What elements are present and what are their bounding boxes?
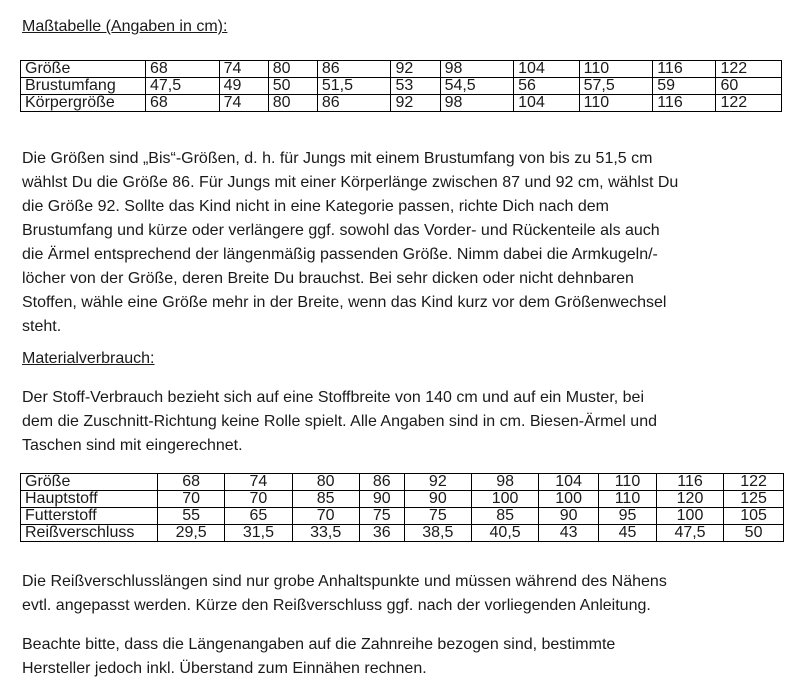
table-cell: 90 [404, 491, 471, 508]
row-label: Futterstoff [21, 508, 158, 525]
table-cell: 104 [514, 95, 579, 112]
table-cell: 70 [158, 491, 225, 508]
table-row [21, 95, 782, 112]
table-cell: 120 [656, 491, 723, 508]
table-cell: 74 [219, 61, 268, 78]
table-cell: 57,5 [579, 78, 653, 95]
table-cell: 74 [219, 95, 268, 112]
size-note-paragraph: Die Größen sind „Bis“-Größen, d. h. für Jungs mit einem Brustumfang von bis zu 51,5 cm wählst Du die Größe 86. Für Jungs mit einer Körperlänge zwischen 87 und 92 cm, wählst Du die Größe 92. Sollte das Kind nicht in eine Kategorie passen, richte Dich nach dem Brustumfang und kürze oder verlängere ggf. sowohl das Vorder- und Rückenteile als auch die Ärmel entsprechend der längenmäßig passenden Größe. Nimm dabei die Armkugeln/- löcher von der Größe, deren Breite Du brauchst. Bei sehr dicken oder nicht dehnbaren Stoffen, wähle eine Größe mehr in der Breite, wenn das Kind kurz vor dem Größenwechsel steht. [22, 150, 679, 335]
table-cell: 70 [292, 508, 359, 525]
row-label: Reißverschluss [21, 525, 158, 542]
table-cell: 116 [656, 474, 723, 491]
table-cell: 110 [599, 491, 657, 508]
row-label: Körpergröße [21, 95, 146, 112]
table-row [21, 525, 784, 542]
table-cell: 98 [440, 61, 514, 78]
table-cell: 56 [514, 78, 579, 95]
table-cell: 50 [268, 78, 317, 95]
table-cell: 75 [404, 508, 471, 525]
table-cell: 47,5 [146, 78, 220, 95]
table-cell: 100 [656, 508, 723, 525]
table-cell: 68 [146, 95, 220, 112]
table-cell: 122 [716, 61, 782, 78]
table-cell: 68 [158, 474, 225, 491]
table-cell: 31,5 [225, 525, 292, 542]
table-cell: 122 [724, 474, 784, 491]
table-cell: 40,5 [471, 525, 538, 542]
table-row [21, 78, 782, 95]
table-cell: 80 [292, 474, 359, 491]
table-cell: 92 [404, 474, 471, 491]
table-cell: 100 [471, 491, 538, 508]
table-cell: 47,5 [656, 525, 723, 542]
table-cell: 29,5 [158, 525, 225, 542]
table-cell: 110 [579, 61, 653, 78]
table-cell: 86 [317, 95, 391, 112]
table-cell: 80 [268, 95, 317, 112]
table-cell: 75 [359, 508, 404, 525]
table-cell: 38,5 [404, 525, 471, 542]
material-table [20, 473, 784, 542]
table-row [21, 491, 784, 508]
table-cell: 53 [391, 78, 440, 95]
table-cell: 104 [514, 61, 579, 78]
row-label: Brustumfang [21, 78, 146, 95]
table-cell: 92 [391, 61, 440, 78]
table-cell: 68 [146, 61, 220, 78]
table-cell: 45 [599, 525, 657, 542]
table-cell: 86 [359, 474, 404, 491]
table-cell: 125 [724, 491, 784, 508]
table-cell: 116 [653, 61, 716, 78]
row-label: Größe [21, 61, 146, 78]
table-cell: 55 [158, 508, 225, 525]
table-cell: 110 [579, 95, 653, 112]
zipper-note-paragraph: Die Reißverschlusslängen sind nur grobe Anhaltspunkte und müssen während des Nähens evtl. angepasst werden. Kürze den Reißverschluss ggf. nach der vorliegenden Anleitung. [22, 573, 667, 614]
table-cell: 116 [653, 95, 716, 112]
table-cell: 70 [225, 491, 292, 508]
table-cell: 95 [599, 508, 657, 525]
size-table-heading: Maßtabelle (Angaben in cm): [22, 18, 228, 35]
table-cell: 65 [225, 508, 292, 525]
size-table [20, 60, 782, 112]
table-cell: 86 [317, 61, 391, 78]
table-cell: 90 [539, 508, 599, 525]
table-row [21, 508, 784, 525]
table-cell: 85 [471, 508, 538, 525]
table-cell: 74 [225, 474, 292, 491]
table-cell: 122 [716, 95, 782, 112]
table-cell: 98 [440, 95, 514, 112]
row-label: Hauptstoff [21, 491, 158, 508]
table-cell: 92 [391, 95, 440, 112]
table-cell: 36 [359, 525, 404, 542]
length-note-paragraph: Beachte bitte, dass die Längenangaben auf die Zahnreihe bezogen sind, bestimmte Hersteller jedoch inkl. Überstand zum Einnähen rechnen. [22, 636, 616, 677]
table-cell: 110 [599, 474, 657, 491]
table-row [21, 61, 782, 78]
table-cell: 60 [716, 78, 782, 95]
table-cell: 85 [292, 491, 359, 508]
table-cell: 50 [724, 525, 784, 542]
table-cell: 49 [219, 78, 268, 95]
table-cell: 104 [539, 474, 599, 491]
table-cell: 98 [471, 474, 538, 491]
table-cell: 105 [724, 508, 784, 525]
table-cell: 54,5 [440, 78, 514, 95]
table-cell: 80 [268, 61, 317, 78]
table-cell: 59 [653, 78, 716, 95]
table-cell: 43 [539, 525, 599, 542]
table-cell: 33,5 [292, 525, 359, 542]
material-heading: Materialverbrauch: [22, 350, 155, 367]
table-cell: 100 [539, 491, 599, 508]
table-row [21, 474, 784, 491]
table-cell: 90 [359, 491, 404, 508]
table-cell: 51,5 [317, 78, 391, 95]
material-intro-paragraph: Der Stoff-Verbrauch bezieht sich auf eine Stoffbreite von 140 cm und auf ein Muster, bei dem die Zuschnitt-Richtung keine Rolle spielt. Alle Angaben sind in cm. Biesen-Ärmel und Taschen sind mit eingerechnet. [22, 389, 657, 454]
row-label: Größe [21, 474, 158, 491]
